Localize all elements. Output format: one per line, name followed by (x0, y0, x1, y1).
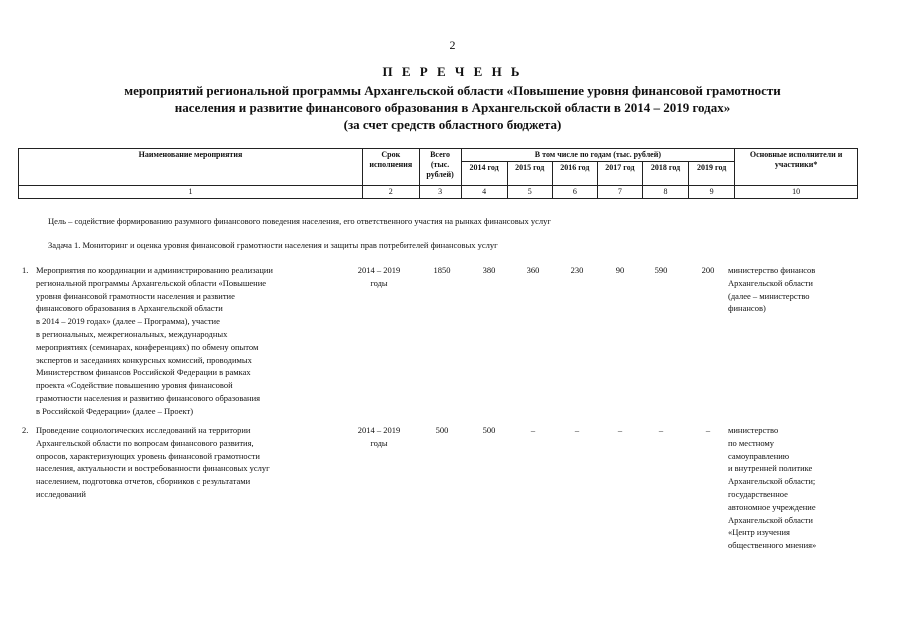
row-term-line: годы (370, 437, 388, 448)
row-year-value: – (574, 425, 580, 435)
row-name-line: финансового образования в Архангельской области (36, 303, 223, 314)
column-number: 1 (19, 186, 363, 199)
column-number: 5 (507, 186, 552, 199)
row-executor-line: министерство финансов (728, 265, 816, 275)
row-executor-line: финансов) (728, 303, 766, 314)
table-header (18, 148, 858, 199)
row-year-value: 90 (615, 265, 625, 275)
column-number: 2 (362, 186, 419, 199)
row-total: 500 (435, 425, 449, 435)
row-name-line: в региональных, межрегиональных, международных (36, 328, 228, 339)
row-number: 1. (22, 265, 29, 275)
row-executor-line: автономное учреждение (728, 501, 816, 512)
column-number: 7 (597, 186, 642, 199)
page-number: 2 (449, 38, 456, 52)
header-year: 2016 год (552, 162, 597, 186)
row-name-line: населением, подготовка отчетов, сборников с результатами (36, 476, 251, 487)
row-executor-line: по местному (728, 437, 775, 448)
row-term (345, 264, 413, 290)
header-year: 2019 год (689, 162, 735, 186)
row-year-value: 590 (654, 265, 668, 275)
row-term-line: 2014 – 2019 (357, 265, 401, 275)
column-number: 8 (642, 186, 688, 199)
header-total: Всего (тыс. рублей) (419, 149, 461, 186)
row-name-line: уровня финансовой грамотности населения и развитие (36, 290, 235, 301)
header-executors: Основные исполнители и участники* (735, 149, 858, 186)
row-year-value: – (658, 425, 664, 435)
header-year: 2018 год (642, 162, 688, 186)
row-name-line: Архангельской области по вопросам финансового развития, (36, 437, 254, 448)
row-name-line: Проведение социологических исследований на территории (36, 425, 251, 435)
row-executor-line: Архангельской области (728, 514, 813, 525)
row-year-value: – (530, 425, 536, 435)
row-year-value: 380 (482, 265, 496, 275)
subtitle-line: населения и развитие финансового образования в Архангельской области в 2014 – 2019 годах» (174, 100, 731, 115)
row-executor-line: «Центр изучения (728, 527, 790, 538)
row-name-line: экспертов и заседаниях конкурсных комиссий, проводимых (36, 354, 252, 365)
column-number: 10 (735, 186, 858, 199)
row-name-line: грамотности населения и развитию финансового образования (36, 392, 261, 403)
row-executor-line: Архангельской области (728, 277, 813, 288)
row-executor-line: общественного мнения» (728, 540, 817, 551)
row-name-line: в 2014 – 2019 годах» (далее – Программа), участие (36, 316, 220, 327)
subtitle-line: мероприятий региональной программы Архангельской области «Повышение уровня финансовой грамотности (124, 83, 781, 98)
row-name-line: региональной программы Архангельской области «Повышение (36, 277, 267, 288)
row-executor-line: и внутренней политике (728, 463, 813, 474)
row-year-value: – (705, 425, 711, 435)
row-name-line: мероприятиях (семинарах, конференциях) по обмену опытом (36, 341, 259, 352)
column-number: 6 (552, 186, 597, 199)
row-executors (728, 264, 853, 315)
document-subtitle (60, 82, 845, 133)
header-year: 2015 год (507, 162, 552, 186)
task-text: Задача 1. Мониторинг и оценка уровня финансовой грамотности населения и защиты прав потребителей финансовых услуг (48, 240, 498, 250)
document-title: П Е Р Е Ч Е Н Ь (382, 64, 523, 79)
subtitle-line: (за счет средств областного бюджета) (343, 117, 562, 132)
row-year-value: 500 (482, 425, 496, 435)
row-year-value: – (617, 425, 623, 435)
row-name (36, 264, 336, 418)
row-name-line: проекта «Содействие повышению уровня финансовой (36, 380, 233, 391)
row-term-line: годы (370, 277, 388, 288)
header-years-group: В том числе по годам (тыс. рублей) (461, 149, 735, 162)
row-executor-line: (далее – министерство (728, 290, 810, 301)
row-executor-line: самоуправлению (728, 450, 790, 461)
row-executor-line: государственное (728, 488, 788, 499)
row-name (36, 424, 336, 501)
column-number: 4 (461, 186, 507, 199)
row-term-line: 2014 – 2019 (357, 425, 401, 435)
header-term: Срок исполнения (362, 149, 419, 186)
header-year: 2014 год (461, 162, 507, 186)
row-number: 2. (22, 425, 29, 435)
row-name-line: исследований (36, 488, 86, 499)
row-year-value: 230 (570, 265, 584, 275)
column-number: 3 (419, 186, 461, 199)
row-name-line: в Российской Федерации» (далее – Проект) (36, 405, 194, 416)
row-name-line: опросов, характеризующих уровень финансовой грамотности (36, 450, 260, 461)
row-executor-line: Архангельской области; (728, 476, 816, 487)
row-name-line: Мероприятия по координации и администрированию реализации (36, 265, 273, 275)
header-year: 2017 год (597, 162, 642, 186)
row-year-value: 360 (526, 265, 540, 275)
column-number: 9 (689, 186, 735, 199)
row-total: 1850 (433, 265, 451, 275)
header-name: Наименование мероприятия (19, 149, 363, 186)
row-executor-line: министерство (728, 425, 779, 435)
row-year-value: 200 (701, 265, 715, 275)
row-name-line: населения, актуальности и востребованности финансовых услуг (36, 463, 270, 474)
goal-text: Цель – содействие формированию разумного финансового поведения населения, его ответственного участия на рынках финансовых услуг (48, 216, 551, 226)
row-term (345, 424, 413, 450)
row-name-line: Министерством финансов Российской Федерации в рамках (36, 367, 251, 378)
row-executors (728, 424, 853, 552)
